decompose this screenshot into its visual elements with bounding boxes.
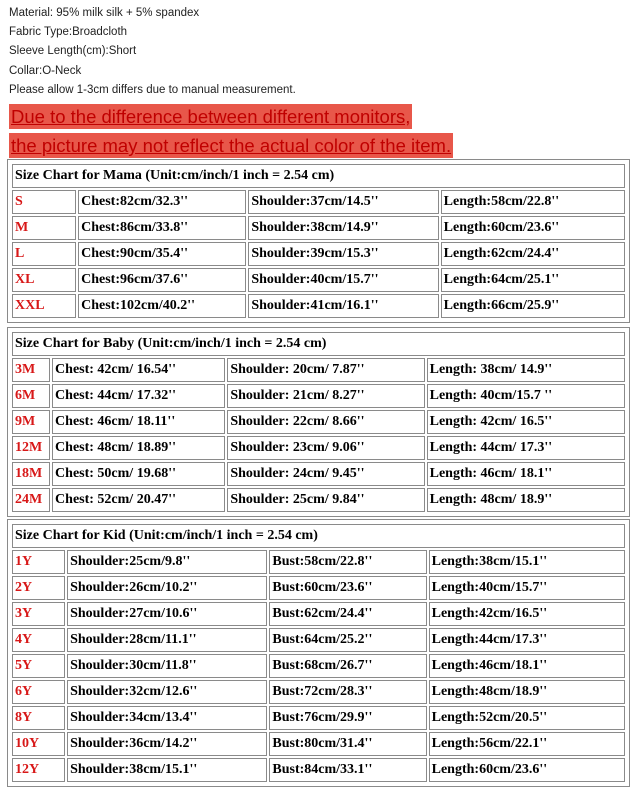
mama-measure-1: Chest:90cm/35.4'' [78,242,246,266]
kid-measure-3: Length:48cm/18.9'' [429,680,625,704]
baby-size-label: 12M [12,436,50,460]
mama-size-row [12,268,625,292]
kid-size-label: 10Y [12,732,65,756]
baby-size-row [12,384,625,408]
kid-size-chart [7,519,630,787]
baby-measure-1: Chest: 42cm/ 16.54'' [52,358,225,382]
kid-size-label: 2Y [12,576,65,600]
mama-size-label: XL [12,268,76,292]
kid-title-row [12,524,625,548]
kid-measure-3: Length:56cm/22.1'' [429,732,625,756]
kid-measure-2: Bust:84cm/33.1'' [269,758,426,782]
mama-size-row [12,294,625,318]
kid-measure-1: Shoulder:25cm/9.8'' [67,550,267,574]
kid-size-row [12,758,625,782]
mama-size-label: XXL [12,294,76,318]
collar-line: Collar:O-Neck [9,65,82,77]
kid-measure-2: Bust:58cm/22.8'' [269,550,426,574]
mama-measure-1: Chest:102cm/40.2'' [78,294,246,318]
kid-measure-2: Bust:72cm/28.3'' [269,680,426,704]
mama-table-body [12,164,625,318]
baby-size-chart [7,327,630,517]
baby-title-row [12,332,625,356]
kid-table-body [12,524,625,782]
baby-chart-title: Size Chart for Baby (Unit:cm/inch/1 inch = 2.54 cm) [12,332,625,356]
mama-measure-3: Length:64cm/25.1'' [441,268,625,292]
fabric-line: Fabric Type:Broadcloth [9,26,128,38]
mama-size-row [12,216,625,240]
monitor-warning-line-1: Due to the difference between different monitors, [11,106,411,127]
baby-measure-1: Chest: 48cm/ 18.89'' [52,436,225,460]
mama-table [10,162,627,320]
kid-size-label: 3Y [12,602,65,626]
monitor-warning-line-2: the picture may not reflect the actual color of the item. [11,135,452,156]
baby-size-row [12,410,625,434]
baby-measure-2: Shoulder: 24cm/ 9.45'' [227,462,424,486]
kid-measure-1: Shoulder:32cm/12.6'' [67,680,267,704]
kid-size-row [12,576,625,600]
baby-measure-2: Shoulder: 23cm/ 9.06'' [227,436,424,460]
kid-measure-3: Length:40cm/15.7'' [429,576,625,600]
sleeve-line: Sleeve Length(cm):Short [9,45,137,57]
baby-measure-2: Shoulder: 21cm/ 8.27'' [227,384,424,408]
kid-measure-2: Bust:80cm/31.4'' [269,732,426,756]
kid-measure-3: Length:38cm/15.1'' [429,550,625,574]
baby-measure-3: Length: 38cm/ 14.9'' [427,358,625,382]
kid-table [10,522,627,784]
kid-measure-3: Length:44cm/17.3'' [429,628,625,652]
baby-measure-1: Chest: 52cm/ 20.47'' [52,488,225,512]
kid-size-row [12,628,625,652]
kid-measure-1: Shoulder:34cm/13.4'' [67,706,267,730]
kid-measure-1: Shoulder:38cm/15.1'' [67,758,267,782]
mama-title-row [12,164,625,188]
mama-size-row [12,190,625,214]
mama-chart-title: Size Chart for Mama (Unit:cm/inch/1 inch = 2.54 cm) [12,164,625,188]
mama-measure-2: Shoulder:41cm/16.1'' [248,294,438,318]
mama-measure-1: Chest:96cm/37.6'' [78,268,246,292]
baby-measure-2: Shoulder: 22cm/ 8.66'' [227,410,424,434]
kid-size-label: 1Y [12,550,65,574]
baby-measure-3: Length: 40cm/15.7 '' [427,384,625,408]
baby-measure-3: Length: 42cm/ 16.5'' [427,410,625,434]
baby-size-row [12,462,625,486]
kid-measure-1: Shoulder:27cm/10.6'' [67,602,267,626]
baby-size-label: 18M [12,462,50,486]
baby-measure-2: Shoulder: 25cm/ 9.84'' [227,488,424,512]
mama-measure-2: Shoulder:37cm/14.5'' [248,190,438,214]
kid-size-row [12,732,625,756]
kid-measure-1: Shoulder:28cm/11.1'' [67,628,267,652]
measurement-note: Please allow 1-3cm differs due to manual measurement. [9,84,296,96]
kid-size-row [12,602,625,626]
baby-table-body [12,332,625,512]
baby-size-row [12,358,625,382]
mama-measure-3: Length:58cm/22.8'' [441,190,625,214]
baby-size-label: 3M [12,358,50,382]
mama-size-label: L [12,242,76,266]
kid-size-label: 4Y [12,628,65,652]
kid-size-label: 6Y [12,680,65,704]
baby-size-row [12,488,625,512]
baby-measure-3: Length: 44cm/ 17.3'' [427,436,625,460]
baby-size-label: 24M [12,488,50,512]
kid-measure-2: Bust:68cm/26.7'' [269,654,426,678]
mama-measure-1: Chest:82cm/32.3'' [78,190,246,214]
mama-measure-2: Shoulder:39cm/15.3'' [248,242,438,266]
baby-size-label: 9M [12,410,50,434]
kid-measure-3: Length:46cm/18.1'' [429,654,625,678]
mama-measure-3: Length:60cm/23.6'' [441,216,625,240]
baby-size-label: 6M [12,384,50,408]
baby-measure-3: Length: 46cm/ 18.1'' [427,462,625,486]
mama-measure-2: Shoulder:40cm/15.7'' [248,268,438,292]
kid-size-row [12,550,625,574]
kid-measure-1: Shoulder:26cm/10.2'' [67,576,267,600]
baby-measure-1: Chest: 44cm/ 17.32'' [52,384,225,408]
kid-measure-3: Length:52cm/20.5'' [429,706,625,730]
mama-size-label: S [12,190,76,214]
baby-measure-2: Shoulder: 20cm/ 7.87'' [227,358,424,382]
baby-table [10,330,627,514]
kid-size-label: 8Y [12,706,65,730]
mama-measure-1: Chest:86cm/33.8'' [78,216,246,240]
mama-measure-2: Shoulder:38cm/14.9'' [248,216,438,240]
kid-measure-1: Shoulder:36cm/14.2'' [67,732,267,756]
kid-measure-2: Bust:76cm/29.9'' [269,706,426,730]
kid-size-label: 5Y [12,654,65,678]
mama-size-label: M [12,216,76,240]
kid-measure-2: Bust:62cm/24.4'' [269,602,426,626]
baby-size-row [12,436,625,460]
kid-size-row [12,706,625,730]
kid-measure-3: Length:42cm/16.5'' [429,602,625,626]
kid-measure-2: Bust:60cm/23.6'' [269,576,426,600]
baby-measure-3: Length: 48cm/ 18.9'' [427,488,625,512]
kid-measure-2: Bust:64cm/25.2'' [269,628,426,652]
mama-measure-3: Length:62cm/24.4'' [441,242,625,266]
mama-size-chart [7,159,630,323]
material-line: Material: 95% milk silk + 5% spandex [9,7,200,19]
mama-size-row [12,242,625,266]
mama-measure-3: Length:66cm/25.9'' [441,294,625,318]
baby-measure-1: Chest: 46cm/ 18.11'' [52,410,225,434]
kid-size-row [12,654,625,678]
kid-size-label: 12Y [12,758,65,782]
kid-measure-3: Length:60cm/23.6'' [429,758,625,782]
kid-size-row [12,680,625,704]
baby-measure-1: Chest: 50cm/ 19.68'' [52,462,225,486]
kid-measure-1: Shoulder:30cm/11.8'' [67,654,267,678]
kid-chart-title: Size Chart for Kid (Unit:cm/inch/1 inch = 2.54 cm) [12,524,625,548]
